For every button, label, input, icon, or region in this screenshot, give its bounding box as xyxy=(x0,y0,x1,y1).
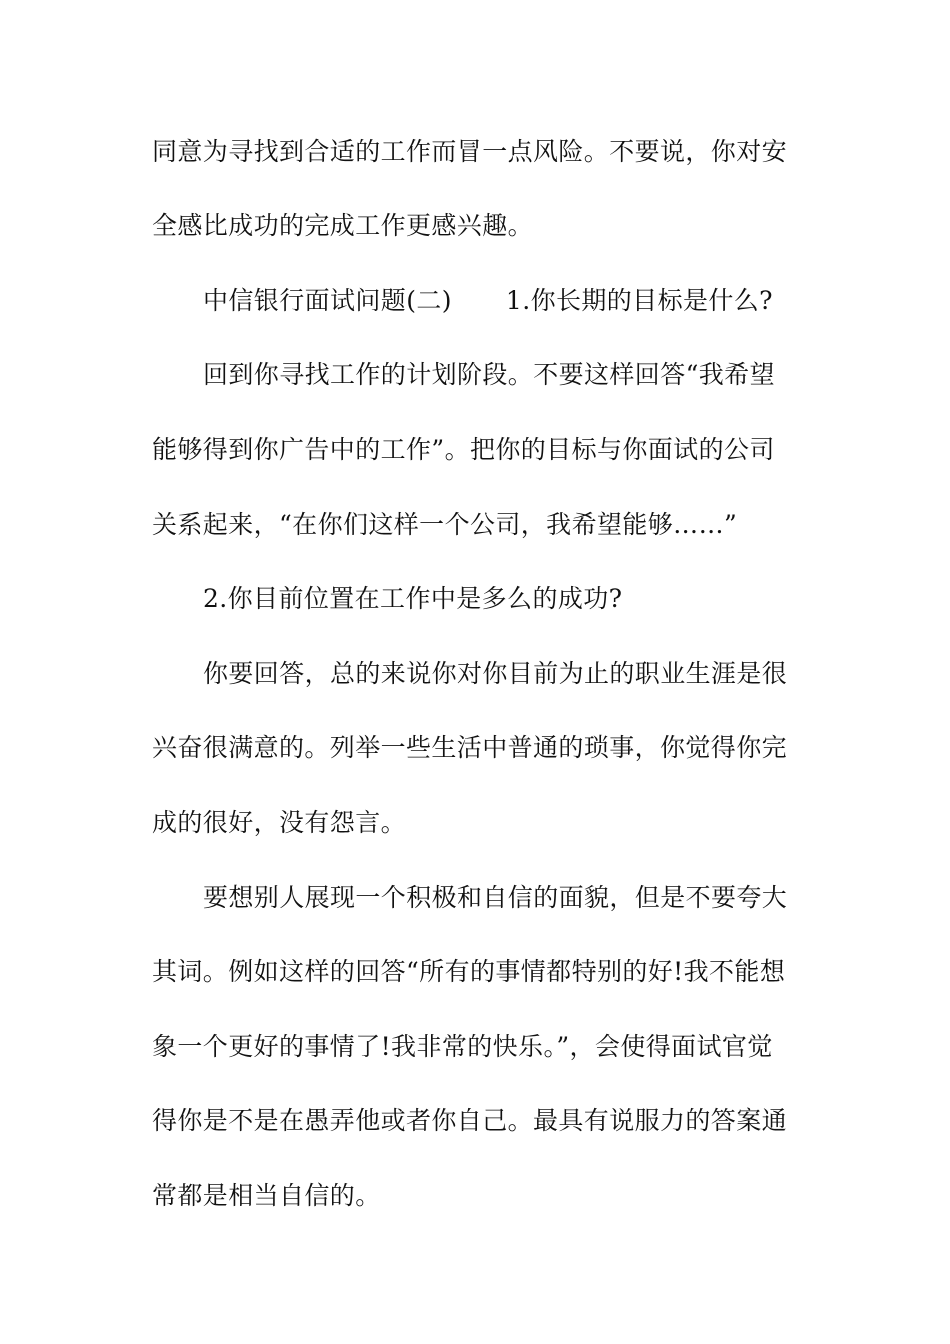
text-line: 关系起来，“在你们这样一个公司，我希望能够……” xyxy=(152,510,738,539)
text-line: 全感比成功的完成工作更感兴趣。 xyxy=(152,211,534,240)
text-line: 回到你寻找工作的计划阶段。不要这样回答“我希望 xyxy=(203,360,775,389)
text-line: 能够得到你广告中的工作”。把你的目标与你面试的公司 xyxy=(152,435,775,464)
text-line: 你要回答，总的来说你对你目前为止的职业生涯是很 xyxy=(203,659,788,688)
text-line: 兴奋很满意的。列举一些生活中普通的琐事，你觉得你完 xyxy=(152,733,788,762)
question-2: 2.你目前位置在工作中是多么的成功? xyxy=(203,584,623,613)
text-line: 象一个更好的事情了!我非常的快乐。”，会使得面试官觉 xyxy=(152,1032,773,1061)
text-line: 得你是不是在愚弄他或者你自己。最具有说服力的答案通 xyxy=(152,1106,788,1135)
text-line: 成的很好，没有怨言。 xyxy=(152,808,407,837)
question-1: 1.你长期的目标是什么? xyxy=(505,286,773,315)
text-line: 要想别人展现一个积极和自信的面貌，但是不要夸大 xyxy=(203,883,788,912)
text-line: 同意为寻找到合适的工作而冒一点风险。不要说，你对安 xyxy=(152,137,788,166)
text-line: 常都是相当自信的。 xyxy=(152,1181,381,1210)
section-heading: 中信银行面试问题(二) xyxy=(203,286,452,315)
text-line: 其词。例如这样的回答“所有的事情都特别的好!我不能想 xyxy=(152,957,786,986)
section-heading-line xyxy=(203,286,773,316)
